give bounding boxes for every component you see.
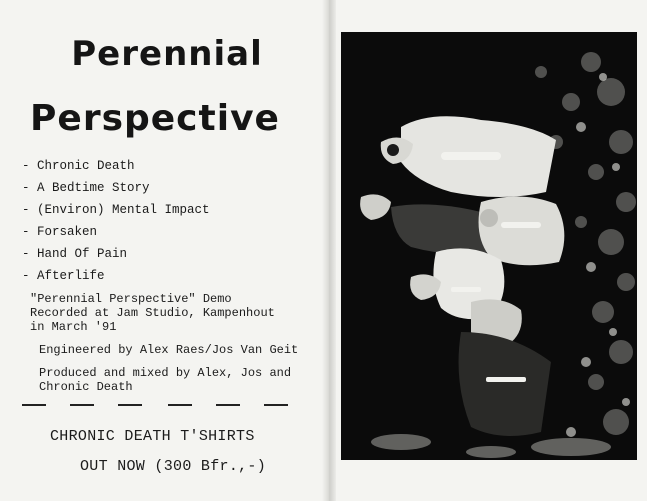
band-photo: [341, 32, 637, 460]
recording-credit: "Perennial Perspective" Demo Recorded at Jam Studio, Kampenhout in March '91: [30, 292, 275, 334]
track-item: - Afterlife: [22, 265, 210, 287]
title-line-1: Perennial: [71, 34, 263, 74]
credits: [30, 292, 320, 403]
track-item: - Hand Of Pain: [22, 243, 210, 265]
track-item: - Forsaken: [22, 221, 210, 243]
tracklist: [22, 155, 210, 287]
merch-line-2: OUT NOW (300 Bfr.,-): [80, 458, 267, 475]
track-item: - A Bedtime Story: [22, 177, 210, 199]
band-photo-icon: [341, 32, 637, 460]
track-item: - Chronic Death: [22, 155, 210, 177]
track-item: - (Environ) Mental Impact: [22, 199, 210, 221]
producer-credit: Produced and mixed by Alex, Jos and Chronic Death: [39, 366, 292, 394]
engineer-credit: Engineered by Alex Raes/Jos Van Geit: [39, 343, 299, 357]
dashed-divider: [22, 404, 292, 408]
title-line-2: Perspective: [30, 98, 280, 139]
merch-line-1: CHRONIC DEATH T'SHIRTS: [50, 428, 255, 445]
